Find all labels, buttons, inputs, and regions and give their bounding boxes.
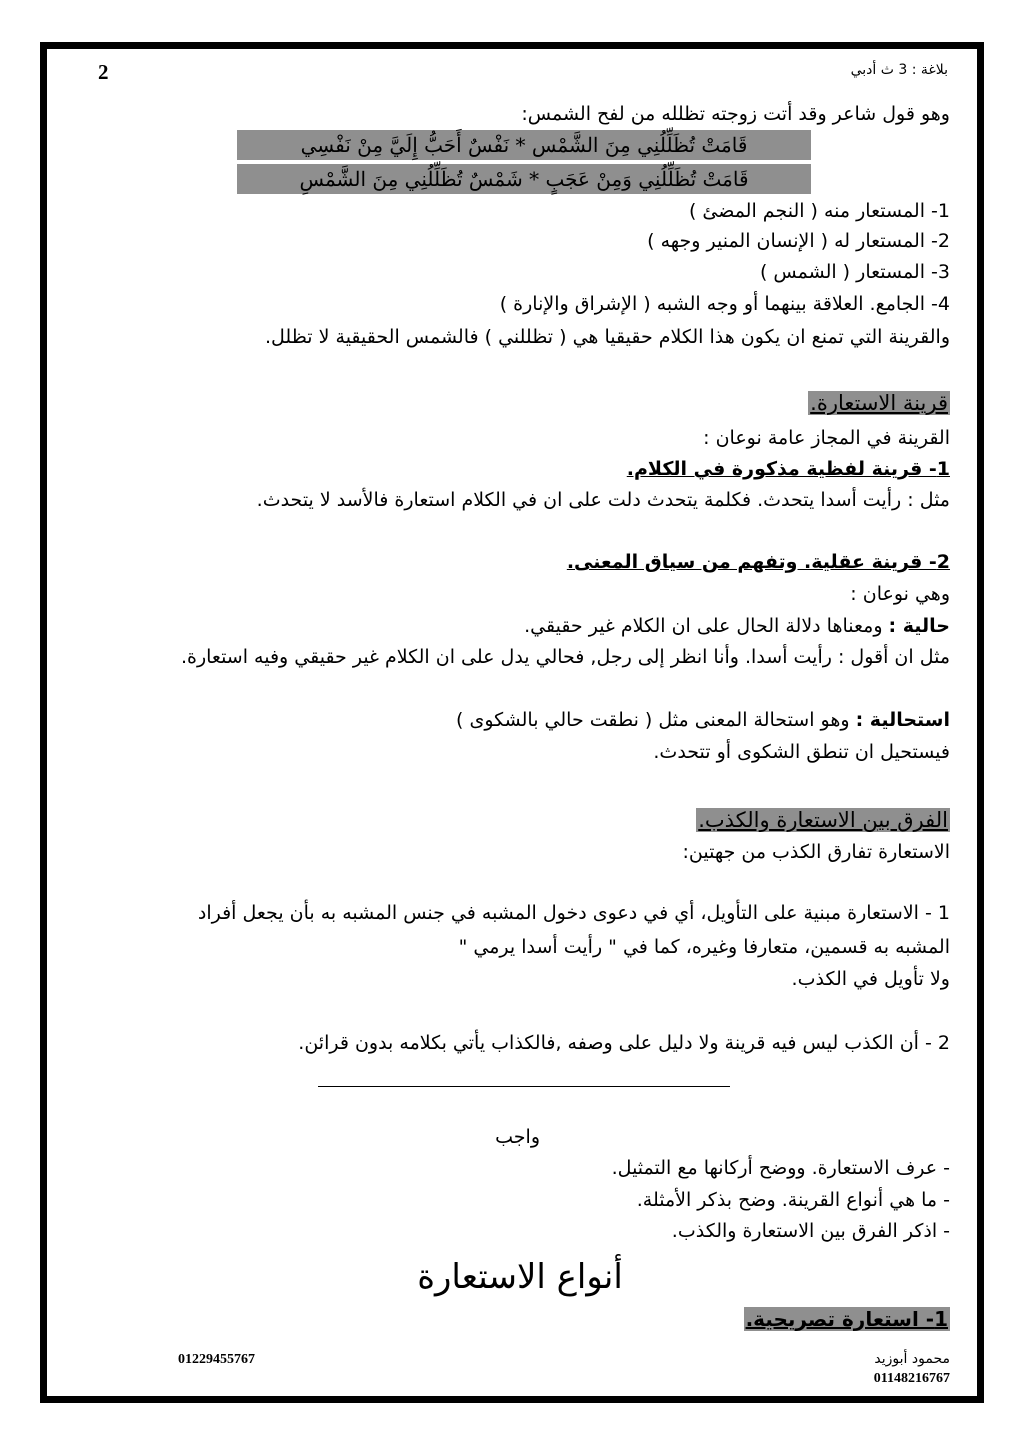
intro-text: وهو قول شاعر وقد أتت زوجته تظلله من لفح الشمس: <box>521 103 950 125</box>
footer-phone-right: 01148216767 <box>873 1371 950 1386</box>
body-text: ولا تأويل في الكذب. <box>791 968 950 990</box>
page-number: 2 <box>98 60 109 84</box>
analysis-item: 1- المستعار منه ( النجم المضئ ) <box>688 200 950 222</box>
istihaliya-line <box>456 706 950 734</box>
poem-line-1: قَامَتْ تُظَلِّلُنِي مِنَ الشَّمْس * نَفْسٌ أَحَبُّ إِلَيَّ مِنْ نَفْسِي <box>237 130 811 160</box>
term-definition: وهو استحالة المعنى مثل ( نطقت حالي بالشكوى ) <box>456 709 856 731</box>
section-heading: الفرق بين الاستعارة والكذب. <box>698 808 948 832</box>
analysis-item: 4- الجامع. العلاقة بينهما أو وجه الشبه ( الإشراق والإنارة ) <box>499 293 950 315</box>
section-heading: 1- استعارة تصريحية. <box>745 1307 948 1331</box>
homework-item: - اذكر الفرق بين الاستعارة والكذب. <box>671 1220 950 1242</box>
subheading: 1- قرينة لفظية مذكورة في الكلام. <box>626 458 950 480</box>
divider <box>318 1086 730 1087</box>
example-text: فيستحيل ان تنطق الشكوى أو تتحدث. <box>653 741 950 763</box>
homework-item: - عرف الاستعارة. ووضح أركانها مع التمثيل. <box>611 1157 950 1179</box>
section-intro: الاستعارة تفارق الكذب من جهتين: <box>682 841 950 863</box>
section-intro: القرينة في المجاز عامة نوعان : <box>703 427 950 449</box>
term-label: حالية : <box>888 615 950 637</box>
footer-phone-left: 01229455767 <box>178 1352 255 1367</box>
header-subject: بلاغة : 3 ث أدبي <box>850 62 948 78</box>
body-text: المشبه به قسمين، متعارفا وغيره، كما في " رأيت أسدا يرمي " <box>458 936 950 958</box>
haliya-line <box>524 612 950 640</box>
example-text: مثل : رأيت أسدا يتحدث. فكلمة يتحدث دلت على ان في الكلام استعارة فالأسد لا يتحدث. <box>256 489 950 511</box>
body-text: 1 - الاستعارة مبنية على التأويل، أي في دعوى دخول المشبه في جنس المشبه به بأن يجعل أفراد <box>197 902 950 924</box>
body-text: 2 - أن الكذب ليس فيه قرينة ولا دليل على وصفه ,فالكذاب يأتي بكلامه بدون قرائن. <box>298 1032 950 1054</box>
section-heading: قرينة الاستعارة. <box>810 391 948 415</box>
subheading: 2- قرينة عقلية. وتفهم من سياق المعنى. <box>566 551 950 573</box>
term-definition: ومعناها دلالة الحال على ان الكلام غير حقيقي. <box>524 615 889 637</box>
poem-line-2: قَامَتْ تُظَلِّلُنِي وَمِنْ عَجَبٍ * شَمْسٌ تُظَلِّلُنِي مِنَ الشَّمْسِ <box>237 164 811 194</box>
body-text: وهي نوعان : <box>850 583 950 605</box>
analysis-item: 2- المستعار له ( الإنسان المنير وجهه ) <box>647 230 950 252</box>
big-title: أنواع الاستعارة <box>417 1257 623 1297</box>
example-text: مثل ان أقول : رأيت أسدا. وأنا انظر إلى رجل, فحالي يدل على ان الكلام غير حقيقي وفيه استعارة. <box>180 646 950 668</box>
footer-author: محمود أبوزيد <box>874 1351 950 1367</box>
homework-title: واجب <box>495 1126 540 1148</box>
analysis-conclusion: والقرينة التي تمنع ان يكون هذا الكلام حقيقيا هي ( تظللني ) فالشمس الحقيقية لا تظلل. <box>265 326 950 348</box>
homework-item: - ما هي أنواع القرينة. وضح بذكر الأمثلة. <box>636 1189 950 1211</box>
analysis-item: 3- المستعار ( الشمس ) <box>759 261 950 283</box>
term-label: استحالية : <box>855 709 950 731</box>
